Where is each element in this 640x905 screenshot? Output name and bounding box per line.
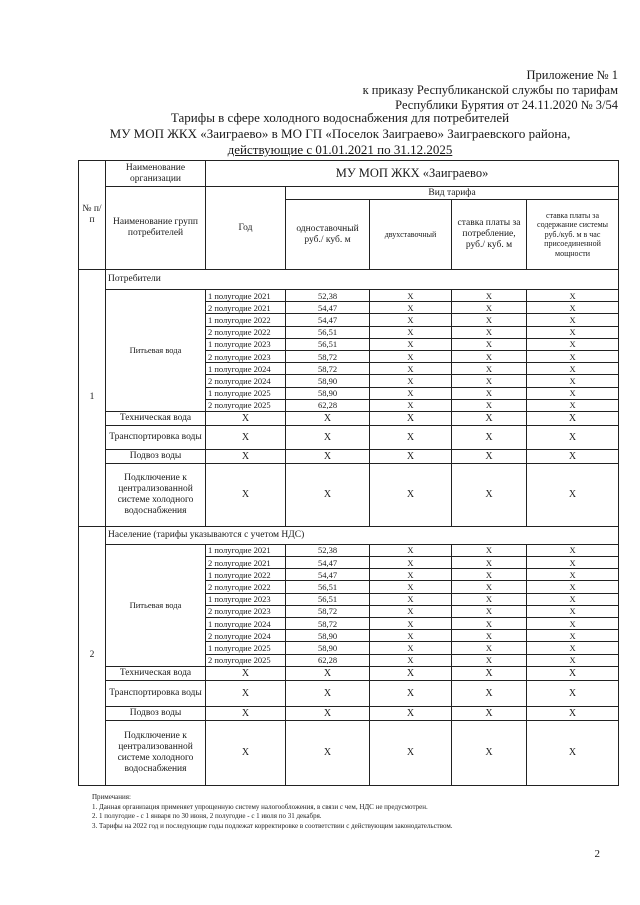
header-one-rate: одноставочный руб./ куб. м — [286, 200, 370, 270]
x-cell: X — [370, 375, 452, 387]
x-cell: X — [527, 706, 619, 720]
x-cell: X — [527, 557, 619, 569]
x-cell: X — [370, 411, 452, 425]
one-rate-value: 54,47 — [286, 557, 370, 569]
appendix-line-2: к приказу Республиканской службы по тарифам — [362, 83, 618, 97]
x-cell: X — [527, 630, 619, 642]
x-cell: X — [527, 411, 619, 425]
x-cell: X — [370, 642, 452, 654]
x-cell: X — [370, 314, 452, 326]
x-cell: X — [452, 557, 527, 569]
title-line-3: действующие с 01.01.2021 по 31.12.2025 — [227, 142, 453, 157]
x-cell: X — [452, 593, 527, 605]
period-cell: 2 полугодие 2023 — [206, 350, 286, 362]
title-line-2: МУ МОП ЖКХ «Заиграево» в МО ГП «Поселок Заиграево» Заиграевского района, — [109, 126, 571, 141]
section-2-title: Население (тарифы указываются с учетом НДС) — [106, 526, 619, 544]
period-cell: 2 полугодие 2022 — [206, 326, 286, 338]
x-cell: X — [527, 654, 619, 666]
one-rate-value: 58,72 — [286, 350, 370, 362]
x-cell: X — [452, 326, 527, 338]
period-cell: 2 полугодие 2023 — [206, 605, 286, 617]
section-1-title: Потребители — [106, 270, 619, 290]
x-cell: X — [527, 680, 619, 706]
x-cell: X — [370, 605, 452, 617]
x-cell: X — [452, 375, 527, 387]
x-cell: X — [286, 463, 370, 526]
x-cell: X — [527, 399, 619, 411]
x-cell: X — [527, 605, 619, 617]
x-cell: X — [452, 630, 527, 642]
one-rate-value: 58,90 — [286, 642, 370, 654]
one-rate-value: 58,90 — [286, 375, 370, 387]
x-cell: X — [286, 666, 370, 680]
x-cell: X — [527, 618, 619, 630]
x-cell: X — [286, 680, 370, 706]
period-cell: 1 полугодие 2025 — [206, 387, 286, 399]
x-cell: X — [527, 375, 619, 387]
header-two-rate: двухставочный — [370, 200, 452, 270]
x-cell: X — [527, 449, 619, 463]
x-cell: X — [527, 593, 619, 605]
x-cell: X — [452, 399, 527, 411]
period-cell: 2 полугодие 2025 — [206, 399, 286, 411]
technical-water-label: Техническая вода — [106, 666, 206, 680]
section-1-number: 1 — [79, 270, 106, 527]
one-rate-value: 56,51 — [286, 581, 370, 593]
connection-label: Подключение к централизованной системе холодного водоснабжения — [106, 463, 206, 526]
header-rate-maintenance: ставка платы за содержание системы руб./куб. м в час присоединенной мощности — [527, 200, 619, 270]
note-2: 2. 1 полугодие - с 1 января по 30 июня, 2 полугодие - с 1 июля по 31 декабря. — [92, 812, 322, 820]
x-cell: X — [370, 425, 452, 449]
x-cell: X — [527, 666, 619, 680]
drinking-water-label: Питьевая вода — [106, 544, 206, 666]
x-cell: X — [370, 326, 452, 338]
one-rate-value: 58,72 — [286, 363, 370, 375]
table-row — [79, 666, 619, 680]
header-num: № п/п — [79, 161, 106, 270]
header-groups: Наименование групп потребителей — [106, 187, 206, 270]
period-cell: 2 полугодие 2021 — [206, 302, 286, 314]
table-row — [79, 449, 619, 463]
header-org-label: Наименование организации — [106, 161, 206, 187]
x-cell: X — [527, 350, 619, 362]
one-rate-value: 58,90 — [286, 630, 370, 642]
x-cell: X — [370, 630, 452, 642]
x-cell: X — [452, 411, 527, 425]
transport-water-label: Транспортировка воды — [106, 425, 206, 449]
x-cell: X — [370, 557, 452, 569]
x-cell: X — [527, 425, 619, 449]
x-cell: X — [370, 706, 452, 720]
period-cell: 2 полугодие 2024 — [206, 630, 286, 642]
x-cell: X — [452, 642, 527, 654]
one-rate-value: 58,90 — [286, 387, 370, 399]
period-cell: 2 полугодие 2021 — [206, 557, 286, 569]
x-cell: X — [206, 666, 286, 680]
note-1: 1. Данная организация применяет упрощенную систему налогообложения, в связи с чем, НДС не предусмотрен. — [92, 802, 428, 811]
x-cell: X — [370, 290, 452, 302]
appendix-line-3: Республики Бурятия от 24.11.2020 № 3/54 — [395, 98, 618, 112]
x-cell: X — [527, 302, 619, 314]
period-cell: 1 полугодие 2023 — [206, 593, 286, 605]
x-cell: X — [452, 363, 527, 375]
one-rate-value: 52,38 — [286, 544, 370, 556]
one-rate-value: 62,28 — [286, 399, 370, 411]
x-cell: X — [206, 680, 286, 706]
x-cell: X — [452, 618, 527, 630]
x-cell: X — [452, 338, 527, 350]
one-rate-value: 54,47 — [286, 302, 370, 314]
x-cell: X — [286, 720, 370, 785]
x-cell: X — [370, 720, 452, 785]
table-row — [79, 411, 619, 425]
x-cell: X — [370, 680, 452, 706]
appendix-line-1: Приложение № 1 — [526, 68, 618, 82]
x-cell: X — [286, 425, 370, 449]
x-cell: X — [370, 581, 452, 593]
x-cell: X — [452, 680, 527, 706]
x-cell: X — [286, 449, 370, 463]
section-2-number: 2 — [79, 526, 106, 785]
x-cell: X — [206, 463, 286, 526]
x-cell: X — [527, 463, 619, 526]
one-rate-value: 54,47 — [286, 314, 370, 326]
x-cell: X — [527, 314, 619, 326]
x-cell: X — [527, 544, 619, 556]
x-cell: X — [452, 290, 527, 302]
one-rate-value: 58,72 — [286, 618, 370, 630]
notes-block — [92, 793, 453, 831]
title-line-1: Тарифы в сфере холодного водоснабжения для потребителей — [170, 110, 510, 125]
x-cell: X — [452, 425, 527, 449]
x-cell: X — [370, 463, 452, 526]
table-row — [79, 463, 619, 526]
x-cell: X — [370, 544, 452, 556]
one-rate-value: 62,28 — [286, 654, 370, 666]
water-delivery-label: Подвоз воды — [106, 449, 206, 463]
x-cell: X — [452, 449, 527, 463]
x-cell: X — [452, 706, 527, 720]
x-cell: X — [370, 569, 452, 581]
x-cell: X — [370, 618, 452, 630]
x-cell: X — [452, 581, 527, 593]
water-delivery-label: Подвоз воды — [106, 706, 206, 720]
x-cell: X — [452, 314, 527, 326]
period-cell: 2 полугодие 2022 — [206, 581, 286, 593]
x-cell: X — [527, 569, 619, 581]
x-cell: X — [206, 720, 286, 785]
x-cell: X — [206, 425, 286, 449]
x-cell: X — [370, 654, 452, 666]
header-year: Год — [206, 187, 286, 270]
x-cell: X — [452, 350, 527, 362]
x-cell: X — [527, 338, 619, 350]
header-org-name: МУ МОП ЖКХ «Заиграево» — [206, 161, 619, 187]
one-rate-value: 56,51 — [286, 338, 370, 350]
x-cell: X — [370, 593, 452, 605]
x-cell: X — [452, 654, 527, 666]
page-number: 2 — [594, 848, 600, 860]
x-cell: X — [286, 706, 370, 720]
one-rate-value: 52,38 — [286, 290, 370, 302]
one-rate-value: 58,72 — [286, 605, 370, 617]
period-cell: 1 полугодие 2024 — [206, 618, 286, 630]
period-cell: 2 полугодие 2025 — [206, 654, 286, 666]
transport-water-label: Транспортировка воды — [106, 680, 206, 706]
x-cell: X — [370, 338, 452, 350]
table-row — [79, 720, 619, 785]
one-rate-value: 56,51 — [286, 326, 370, 338]
x-cell: X — [206, 449, 286, 463]
x-cell: X — [527, 581, 619, 593]
x-cell: X — [527, 363, 619, 375]
notes-header: Примечания: — [92, 793, 131, 801]
document-title — [80, 110, 600, 158]
header-tariff-kind: Вид тарифа — [286, 187, 619, 200]
period-cell: 1 полугодие 2023 — [206, 338, 286, 350]
appendix-block — [363, 68, 618, 113]
x-cell: X — [370, 302, 452, 314]
period-cell: 1 полугодие 2025 — [206, 642, 286, 654]
x-cell: X — [452, 387, 527, 399]
x-cell: X — [452, 544, 527, 556]
table-row — [79, 680, 619, 706]
tariff-table — [78, 160, 619, 786]
x-cell: X — [370, 449, 452, 463]
x-cell: X — [370, 666, 452, 680]
drinking-water-label: Питьевая вода — [106, 290, 206, 412]
x-cell: X — [452, 463, 527, 526]
x-cell: X — [527, 387, 619, 399]
table-row — [79, 425, 619, 449]
x-cell: X — [370, 363, 452, 375]
x-cell: X — [452, 302, 527, 314]
x-cell: X — [452, 569, 527, 581]
period-cell: 1 полугодие 2021 — [206, 290, 286, 302]
table-row — [79, 290, 619, 302]
x-cell: X — [452, 720, 527, 785]
x-cell: X — [370, 387, 452, 399]
period-cell: 1 полугодие 2022 — [206, 314, 286, 326]
header-rate-consumption: ставка платы за потребление, руб./ куб. м — [452, 200, 527, 270]
x-cell: X — [527, 642, 619, 654]
period-cell: 1 полугодие 2021 — [206, 544, 286, 556]
x-cell: X — [370, 399, 452, 411]
one-rate-value: 56,51 — [286, 593, 370, 605]
x-cell: X — [527, 720, 619, 785]
x-cell: X — [206, 411, 286, 425]
x-cell: X — [370, 350, 452, 362]
table-row — [79, 706, 619, 720]
x-cell: X — [527, 326, 619, 338]
note-3: 3. Тарифы на 2022 год и последующие годы подлежат корректировке в соответствии с действующим законодательством. — [92, 821, 453, 830]
connection-label: Подключение к централизованной системе холодного водоснабжения — [106, 720, 206, 785]
x-cell: X — [527, 290, 619, 302]
x-cell: X — [286, 411, 370, 425]
x-cell: X — [206, 706, 286, 720]
period-cell: 1 полугодие 2024 — [206, 363, 286, 375]
x-cell: X — [452, 666, 527, 680]
x-cell: X — [452, 605, 527, 617]
period-cell: 1 полугодие 2022 — [206, 569, 286, 581]
technical-water-label: Техническая вода — [106, 411, 206, 425]
period-cell: 2 полугодие 2024 — [206, 375, 286, 387]
one-rate-value: 54,47 — [286, 569, 370, 581]
table-row — [79, 544, 619, 556]
